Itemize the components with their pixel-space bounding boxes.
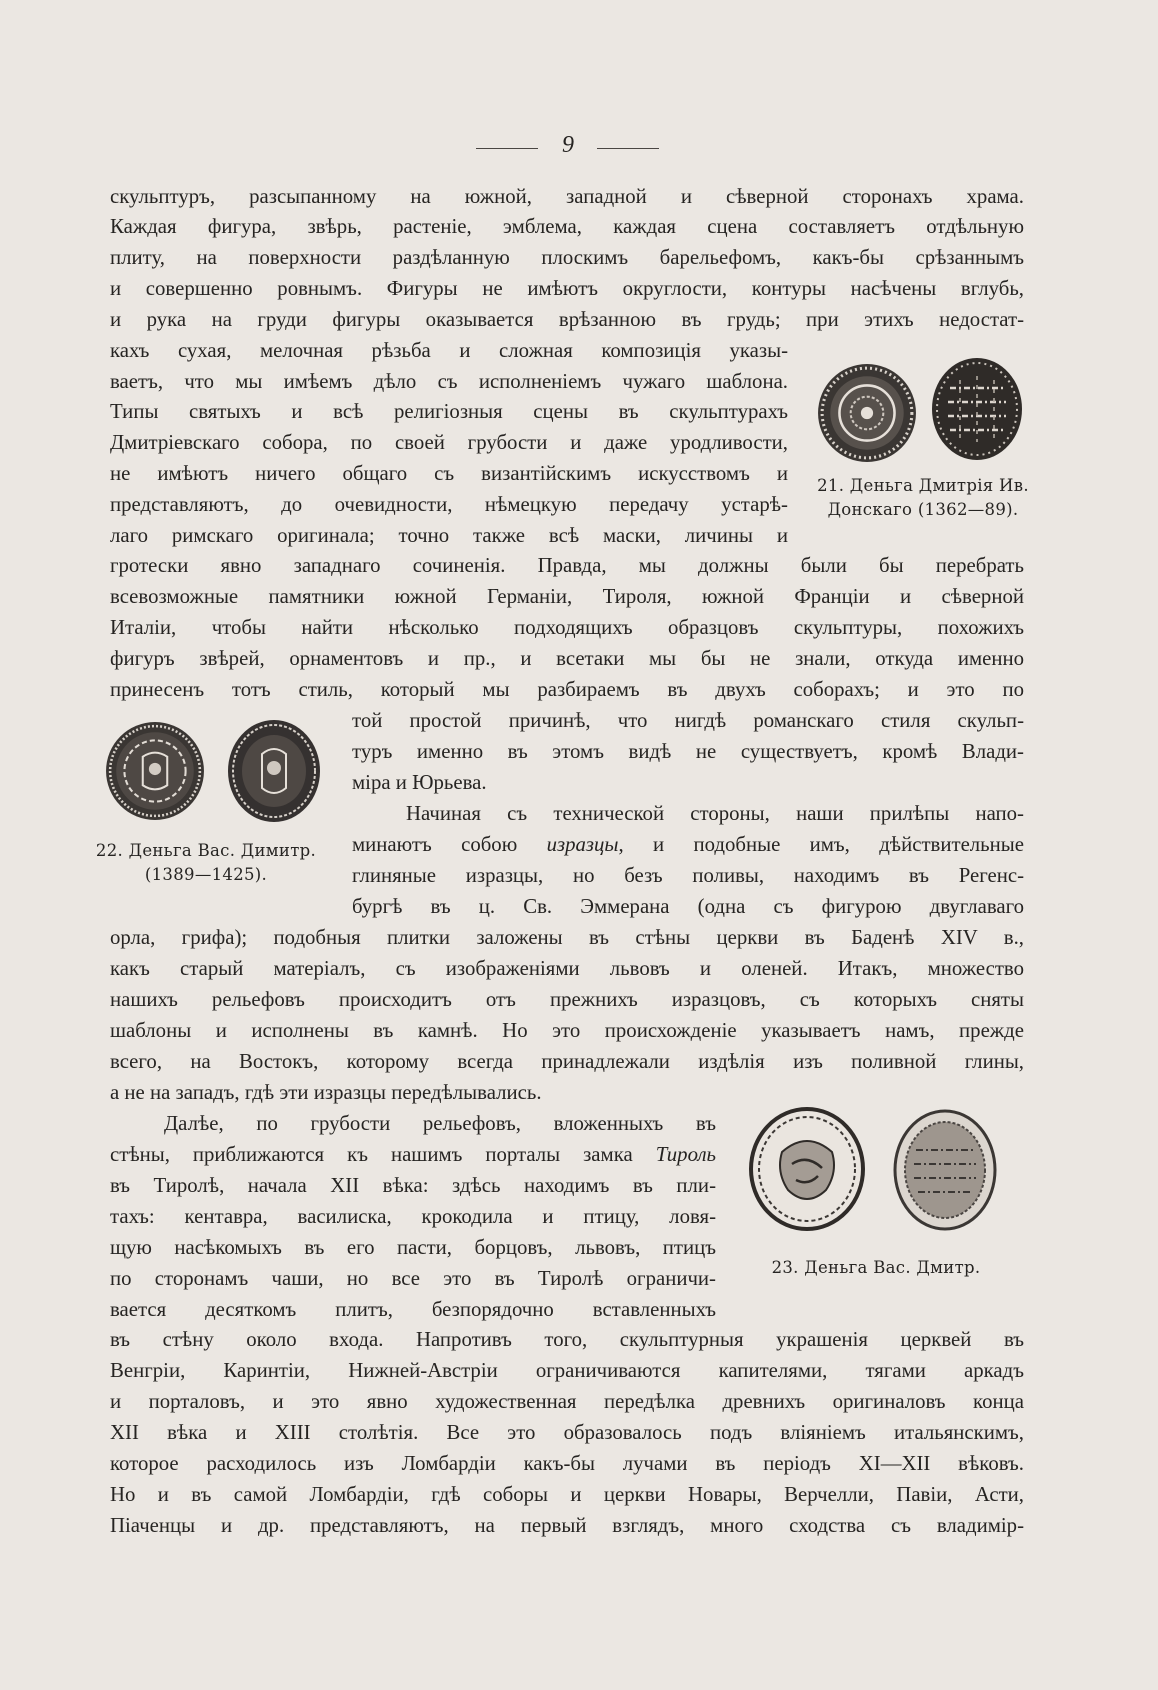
text-line: принесенъ тотъ стиль, который мы разбираемъ въ двухъ соборахъ; и это по bbox=[110, 678, 1024, 701]
text-line: орла, грифа); подобныя плитки заложены въ стѣны церкви въ Баденѣ XIV в., bbox=[110, 926, 1024, 949]
text-line: лаго римскаго оригинала; точно также всѣ маски, личины и bbox=[110, 524, 788, 547]
text-line: туръ именно въ этомъ видѣ не существуетъ, кромѣ Влади- bbox=[352, 740, 1024, 763]
header-rule-left bbox=[476, 148, 538, 149]
text-line: кахъ сухая, мелочная рѣзьба и сложная композиція указы- bbox=[110, 339, 788, 362]
text-fragment: , и подобные имъ, дѣйствительные bbox=[618, 833, 1024, 856]
text-line: Дмитріевскаго собора, по своей грубости и даже уродливости, bbox=[110, 431, 788, 454]
text-line: Венгріи, Каринтіи, Нижней-Австріи ограничиваются капителями, тягами аркадъ bbox=[110, 1359, 1024, 1382]
text-line: какъ старый матеріалъ, съ изображеніями львовъ и оленей. Итакъ, множество bbox=[110, 957, 1024, 980]
text-line: плиту, на поверхности раздѣланную плоскимъ барельефомъ, какъ-бы срѣзаннымъ bbox=[110, 246, 1024, 269]
text-line: въ стѣну около входа. Напротивъ того, скульптурныя украшенія церквей въ bbox=[110, 1328, 1024, 1351]
figure-21-caption-line-2: Донскаго (1362—89). bbox=[827, 500, 1019, 519]
text-line: всего, на Востокъ, которому всегда принадлежали издѣлія изъ поливной глины, bbox=[110, 1050, 1024, 1073]
text-line: глиняные изразцы, но безъ поливы, находимъ въ Регенс- bbox=[352, 864, 1024, 887]
text-line: Піаченцы и др. представляютъ, на первый взглядъ, много сходства съ владимір- bbox=[110, 1514, 1024, 1537]
text-line: и рука на груди фигуры оказывается врѣзанною въ грудь; при этихъ недостат- bbox=[110, 308, 1024, 331]
text-line: Италіи, чтобы найти нѣсколько подходящихъ образцовъ скульптуры, похожихъ bbox=[110, 616, 1024, 639]
text-line: не имѣютъ ничего общаго съ византійскимъ искусствомъ и bbox=[110, 462, 788, 485]
text-fragment: стѣны, приближаются къ нашимъ порталы замка bbox=[110, 1143, 633, 1166]
coin-22-obverse bbox=[104, 720, 206, 822]
header-rule-right bbox=[597, 148, 659, 149]
coin-23-reverse bbox=[892, 1108, 998, 1232]
text-line-with-italic bbox=[110, 1140, 716, 1170]
figure-22-caption-line-1: 22. Деньга Вас. Димитр. bbox=[95, 841, 317, 860]
text-line: по сторонамъ чаши, но все это въ Тиролѣ ограничи- bbox=[110, 1267, 716, 1290]
coin-21-reverse bbox=[930, 356, 1024, 462]
text-line: той простой причинѣ, что нигдѣ романскаго стиля скульп- bbox=[352, 709, 1024, 732]
text-line: XII вѣка и XIII столѣтія. Все это образовалось подъ вліяніемъ итальянскимъ, bbox=[110, 1421, 1024, 1444]
text-line: въ Тиролѣ, начала XII вѣка: здѣсь находимъ въ пли- bbox=[110, 1174, 716, 1197]
page-header bbox=[0, 132, 1158, 160]
text-line: тахъ: кентавра, василиска, крокодила и птицу, ловя- bbox=[110, 1205, 716, 1228]
text-line: скульптуръ, разсыпанному на южной, западной и сѣверной сторонахъ храма. bbox=[110, 185, 1024, 208]
text-line-with-italic bbox=[352, 830, 1024, 860]
text-line: ваетъ, что мы имѣемъ дѣло съ исполненіемъ чужаго шаблона. bbox=[110, 370, 788, 393]
text-line: которое расходилось изъ Ломбардіи какъ-бы лучами въ періодъ XI—XII вѣковъ. bbox=[110, 1452, 1024, 1475]
text-line: и порталовъ, и это явно художественная передѣлка древнихъ оригиналовъ конца bbox=[110, 1390, 1024, 1413]
italic-term: изразцы bbox=[546, 833, 619, 856]
text-line: бургѣ въ ц. Св. Эммерана (одна съ фигурою двуглаваго bbox=[352, 895, 1024, 918]
italic-term: Тироль bbox=[655, 1143, 716, 1166]
page-number: 9 bbox=[562, 132, 574, 158]
coin-21-obverse bbox=[816, 362, 918, 464]
text-line: Далѣе, по грубости рельефовъ, вложенныхъ въ bbox=[164, 1112, 716, 1135]
text-line: всевозможные памятники южной Германіи, Тироля, южной Франціи и сѣверной bbox=[110, 585, 1024, 608]
text-line: фигуръ звѣрей, орнаментовъ и пр., и всетаки мы бы не знали, откуда именно bbox=[110, 647, 1024, 670]
text-line: Но и въ самой Ломбардіи, гдѣ соборы и церкви Новары, Верчелли, Павіи, Асти, bbox=[110, 1483, 1024, 1506]
text-line: Типы святыхъ и всѣ религіозныя сцены въ скульптурахъ bbox=[110, 400, 788, 423]
text-line: міра и Юрьева. bbox=[352, 771, 487, 794]
text-line: Каждая фигура, звѣрь, растеніе, эмблема, каждая сцена составляетъ отдѣльную bbox=[110, 215, 1024, 238]
text-line: вается десяткомъ плитъ, безпорядочно вставленныхъ bbox=[110, 1298, 716, 1321]
text-line: и совершенно ровнымъ. Фигуры не имѣютъ округлости, контуры насѣчены вглубь, bbox=[110, 277, 1024, 300]
text-line: представляютъ, до очевидности, нѣмецкую передачу устарѣ- bbox=[110, 493, 788, 516]
text-line: а не на западъ, гдѣ эти изразцы передѣлывались. bbox=[110, 1081, 542, 1104]
text-fragment: минаютъ собою bbox=[352, 833, 518, 856]
text-line: гротески явно западнаго сочиненія. Правда, мы должны были бы перебрать bbox=[110, 554, 1024, 577]
text-line: шаблоны и исполнены въ камнѣ. Но это происхожденіе указываетъ намъ, прежде bbox=[110, 1019, 1024, 1042]
coin-22-reverse bbox=[226, 718, 322, 824]
coin-23-obverse bbox=[748, 1106, 866, 1232]
figure-22-caption-line-2: (1389—1425). bbox=[144, 865, 268, 884]
figure-23-caption: 23. Деньга Вас. Дмитр. bbox=[771, 1258, 981, 1277]
text-line: Начиная съ технической стороны, наши прилѣпы напо- bbox=[406, 802, 1024, 825]
text-line: щую насѣкомыхъ въ его пасти, борцовъ, львовъ, птицъ bbox=[110, 1236, 716, 1259]
text-line: нашихъ рельефовъ происходитъ отъ прежнихъ изразцовъ, съ которыхъ сняты bbox=[110, 988, 1024, 1011]
figure-21-caption-line-1: 21. Деньга Дмитрія Ив. bbox=[817, 476, 1029, 495]
